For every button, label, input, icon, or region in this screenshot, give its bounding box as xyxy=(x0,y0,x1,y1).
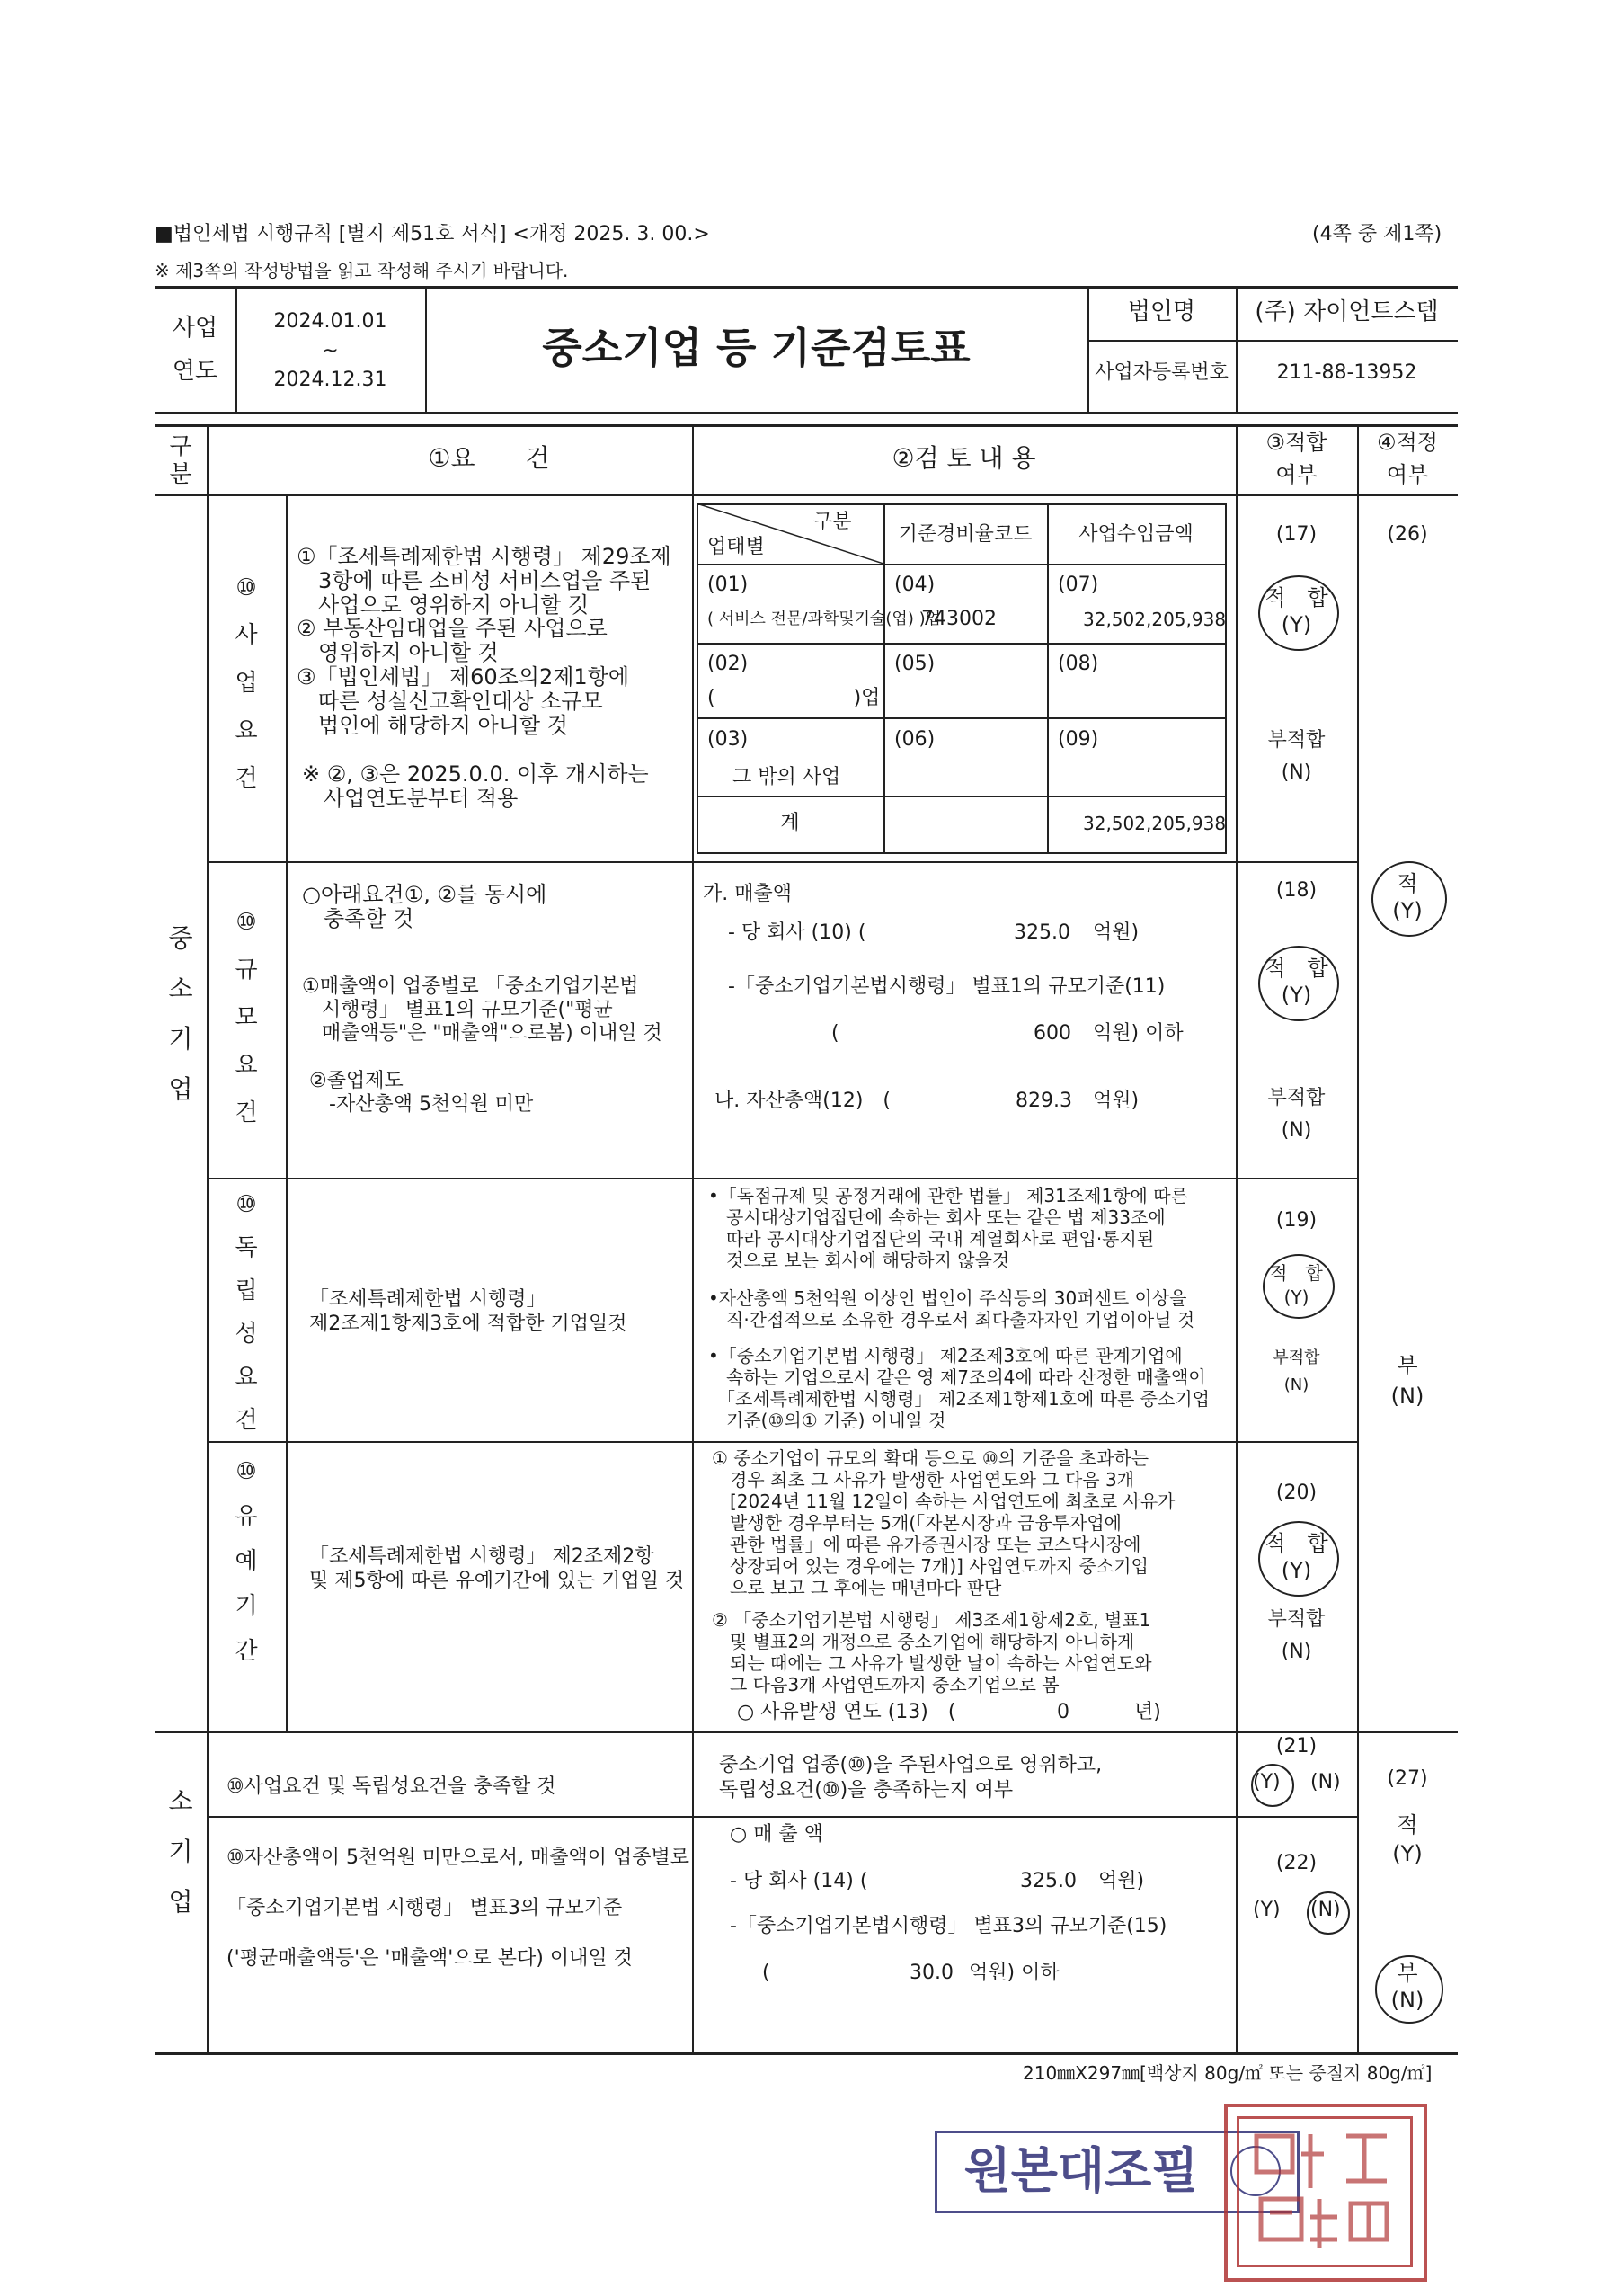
table-r1-code-ref: (04) xyxy=(894,574,936,596)
row102-req-2: ①매출액이 업종별로 「중소기업기본법 시행령」 별표1의 규모기준("평균 매출액등"은 "매출액"으로봄) 이내일 것 xyxy=(302,975,662,1045)
row104-label: ⑩ 유 예 기 간 xyxy=(235,1458,258,1665)
row106-rev-a1: - 당 회사 (14) ( xyxy=(730,1870,868,1892)
col-category: 구 분 xyxy=(169,433,192,488)
business-table xyxy=(697,503,1227,854)
small-qual-yes: 적 (Y) xyxy=(1392,1812,1423,1866)
table-r1-name: ( 서비스 전문/과학및기술(업) )업 xyxy=(707,610,941,628)
row104-rev-3-unit: 년) xyxy=(1134,1701,1161,1723)
row101-fit-no: (17) xyxy=(1275,523,1318,546)
row104-req: 「조세특례제한법 시행령」 제2조제2항 및 제5항에 따른 유예기간에 있는 기업일 것 xyxy=(309,1545,685,1592)
row101-req-note: ※ ②, ③은 2025.0.0. 이후 개시하는 사업연도분부터 적용 xyxy=(302,761,649,811)
col-review: ②검 토 내 용 xyxy=(892,443,1036,473)
small-qual-result: 부 (N) xyxy=(1390,1961,1424,2013)
row103-fit-no: (19) xyxy=(1275,1209,1318,1232)
section-small-label: 소 기 업 xyxy=(168,1786,193,1917)
row101-req-1: ①「조세특례제한법 시행령」 제29조제 3항에 따른 소비성 서비스업을 주된 사업으로 영위하지 아니할 것 xyxy=(297,544,671,618)
row102-rev-a1: - 당 회사 (10) ( xyxy=(728,921,866,944)
row106-fit-y: (Y) xyxy=(1253,1899,1281,1921)
row103-req: 「조세특례제한법 시행령」 제2조제1항제3호에 적합한 기업일것 xyxy=(309,1288,627,1335)
row102-rev-a2-unit: 억원) 이하 xyxy=(1093,1022,1184,1045)
rule xyxy=(155,286,1458,289)
instruction-note: ※ 제3쪽의 작성방법을 읽고 작성해 주시기 바랍니다. xyxy=(155,260,569,281)
row106-rev-a2-open: ( xyxy=(762,1962,770,1984)
row103-rev-3: •「중소기업기본법 시행령」 제2조제3호에 따른 관계기업에 속하는 기업으로서 같은 영 제7조의4에 따라 산정한 매출액이 「조세특례제한법 시행령」 제2조제1항제1호에 따른 중소기업 기준(⑩의① 기준) 이내일 것 xyxy=(708,1345,1210,1431)
row101-req-2: ② 부동산임대업을 주된 사업으로 영위하지 아니할 것 xyxy=(297,616,608,665)
row103-label: ⑩ 독 립 성 요 건 xyxy=(235,1191,258,1434)
row102-rev-a1-val: 325.0 xyxy=(1014,921,1070,944)
rule xyxy=(1087,340,1458,342)
table-r1-amt: 32,502,205,938 xyxy=(1083,609,1227,630)
row106-rev-a1-unit: 억원) xyxy=(1098,1870,1145,1892)
col-requirement: ①요 건 xyxy=(428,443,550,473)
row101-req-3: ③「법인세법」 제60조의2제1항에 따른 성실신고확인대상 소규모 법인에 해당하지 아니할 것 xyxy=(297,664,630,738)
row104-rev-1: ① 중소기업이 규모의 확대 등으로 ⑩의 기준을 초과하는 경우 최초 그 사유가 발생한 사업연도와 그 다음 3개 [2024년 11월 12일이 속하는 사업연도에 최초로 사유가 발생한 경우부터는 5개(「자본시장과 금융투자업에 관한 법률」에 따른 유가증권시장 또는 코스닥시장에 상장되어 있는 경우에는 7개)] 사업연도까지 중소기업 으로 보고 그 후에는 매년마다 판단 xyxy=(712,1447,1176,1598)
table-r3-code-ref: (06) xyxy=(894,728,936,751)
row102-qual: 적 (Y) xyxy=(1392,871,1423,923)
row101-label: ⑩ 사 업 요 건 xyxy=(235,574,258,792)
page-number: (4쪽 중 제1쪽) xyxy=(1312,223,1442,245)
row106-rev-a1-val: 325.0 xyxy=(1020,1870,1077,1892)
rule xyxy=(286,494,288,1731)
row104-rev-3: ○ 사유발생 연도 (13) ( xyxy=(737,1701,956,1723)
year-label: 사업 xyxy=(172,315,218,342)
row103-qual: 부 (N) xyxy=(1390,1353,1424,1409)
row105-fit-no: (21) xyxy=(1275,1735,1318,1758)
row102-rev-a2-val: 600 xyxy=(1034,1022,1071,1045)
row102-rev-a2: -「중소기업기본법시행령」 별표1의 규모기준(11) xyxy=(728,975,1166,998)
row102-rev-a2-open: ( xyxy=(831,1022,839,1045)
rule xyxy=(207,861,1357,863)
row105-fit-y: (Y) xyxy=(1253,1771,1281,1793)
row102-label: ⑩ 규 모 요 건 xyxy=(235,909,258,1126)
row102-rev-a: 가. 매출액 xyxy=(703,883,792,905)
row102-rev-a1-unit: 억원) xyxy=(1093,921,1140,944)
table-r2-no: (02) xyxy=(707,653,749,675)
seal-pattern xyxy=(1238,2118,1409,2264)
rule xyxy=(207,1441,1357,1443)
corp-name: (주) 자이언트스텝 xyxy=(1255,298,1439,325)
row102-rev-b-val: 829.3 xyxy=(1016,1090,1072,1112)
table-r2-code-ref: (05) xyxy=(894,653,936,675)
row105-rev: 중소기업 업종(⑩)을 주된사업으로 영위하고, 독립성요건(⑩)을 충족하는지 여부 xyxy=(719,1754,1103,1802)
row102-rev-b-unit: 억원) xyxy=(1093,1090,1140,1112)
year-label: 연도 xyxy=(172,358,218,385)
corp-name-label: 법인명 xyxy=(1127,298,1196,325)
row104-rev-3-val: 0 xyxy=(1057,1701,1069,1723)
period-start: 2024.01.01 xyxy=(273,310,387,333)
table-diag-top: 구분 xyxy=(813,511,852,533)
row102-fit-no: (18) xyxy=(1275,879,1318,902)
col-qualified: ④적정 여부 xyxy=(1377,430,1438,487)
small-qual-no: (27) xyxy=(1387,1767,1428,1790)
row103-rev-1: •「독점규제 및 공정거래에 관한 법률」 제31조제1항에 따른 공시대상기업집단에 속하는 회사 또는 같은 법 제33조에 따라 공시대상기업집단의 국내 계열회사로 편입·통지된 것으로 보는 회사에 해당하지 않을것 xyxy=(708,1185,1188,1271)
section-sme-label: 중 소 기 업 xyxy=(168,923,193,1104)
row104-fit-no-label: 부적합 (N) xyxy=(1267,1608,1326,1663)
table-r3-amt-ref: (09) xyxy=(1058,728,1099,751)
row104-fit-yes: 적 합 (Y) xyxy=(1265,1531,1328,1583)
row101-qual-no: (26) xyxy=(1387,523,1428,546)
table-diag-bottom: 업태별 xyxy=(707,536,765,558)
row106-req: ⑩자산총액이 5천억원 미만으로서, 매출액이 업종별로 「중소기업기본법 시행령」 별표3의 규모기준 ('평균매출액등'은 '매출액'으로 본다) 이내일 것 xyxy=(226,1847,689,1970)
corporate-seal xyxy=(1224,2104,1427,2282)
stamp-text: 원본대조필 xyxy=(963,2142,1199,2199)
page-title: 중소기업 등 기준검토표 xyxy=(542,324,971,372)
paper-spec: 210㎜X297㎜[백상지 80g/㎡ 또는 중질지 80g/㎡] xyxy=(1023,2062,1433,2084)
table-r2-name: ( )업 xyxy=(707,687,881,709)
table-r3-name: 그 밖의 사업 xyxy=(732,766,841,788)
rule xyxy=(1357,424,1359,2052)
row104-fit-no: (20) xyxy=(1275,1482,1318,1504)
rule xyxy=(207,424,209,2052)
row102-rev-b: 나. 자산총액(12) ( xyxy=(714,1090,891,1112)
row102-req-1: ○아래요건①, ②를 동시에 충족할 것 xyxy=(302,882,547,931)
row106-rev-a: ○ 매 출 액 xyxy=(730,1823,823,1846)
row106-fit-n: (N) xyxy=(1310,1899,1341,1921)
table-r3-no: (03) xyxy=(707,728,749,751)
biz-reg-no: 211-88-13952 xyxy=(1276,361,1417,384)
rule xyxy=(207,1816,1357,1818)
row106-rev-a2: -「중소기업기본법시행령」 별표3의 규모기준(15) xyxy=(730,1915,1167,1937)
row104-rev-2: ② 「중소기업기본법 시행령」 제3조제1항제2호, 별표1 및 별표2의 개정으로 중소기업에 해당하지 아니하게 되는 때에는 그 사유가 발생한 날이 속하는 사업연도와 그 다음3개 사업연도까지 중소기업으로 봄 xyxy=(712,1609,1152,1695)
rule xyxy=(155,2052,1458,2055)
table-r1-amt-ref: (07) xyxy=(1058,574,1099,596)
row101-fit-yes: 적 합 (Y) xyxy=(1265,585,1328,637)
row106-rev-a2-unit: 억원) 이하 xyxy=(969,1962,1060,1984)
table-total-label: 계 xyxy=(780,812,800,834)
rule xyxy=(155,494,1458,496)
table-r1-code: 743002 xyxy=(921,608,997,630)
row102-fit-yes: 적 합 (Y) xyxy=(1265,956,1328,1008)
row105-fit-n: (N) xyxy=(1310,1771,1341,1793)
row106-rev-a2-val: 30.0 xyxy=(910,1962,954,1984)
table-col-amount: 사업수입금액 xyxy=(1078,523,1194,546)
period-tilde: ~ xyxy=(322,340,339,362)
rule xyxy=(207,1178,1357,1179)
table-r1-no: (01) xyxy=(707,574,749,596)
rule xyxy=(692,424,694,2052)
row103-fit-yes: 적 합 (Y) xyxy=(1270,1262,1323,1308)
col-fit: ③적합 여부 xyxy=(1265,430,1327,487)
table-col-code: 기준경비율코드 xyxy=(898,523,1033,546)
biz-reg-label: 사업자등록번호 xyxy=(1095,361,1229,384)
row103-fit-no-label: 부적합 (N) xyxy=(1273,1348,1320,1394)
row101-fit-no-label: 부적합 (N) xyxy=(1267,729,1326,784)
table-r2-amt-ref: (08) xyxy=(1058,653,1099,675)
period-end: 2024.12.31 xyxy=(273,369,387,391)
row102-fit-no-label: 부적합 (N) xyxy=(1267,1087,1326,1142)
row105-req: ⑩사업요건 및 독립성요건을 충족할 것 xyxy=(226,1775,556,1798)
row102-req-3: ②졸업제도 -자산총액 5천억원 미만 xyxy=(309,1070,534,1116)
form-reference: ■법인세법 시행규칙 [별지 제51호 서식] <개정 2025. 3. 00.> xyxy=(155,223,710,245)
rule xyxy=(155,1731,1458,1733)
row103-rev-2: •자산총액 5천억원 이상인 법인이 주식등의 30퍼센트 이상을 직·간접적으로 소유한 경우로서 최다출자자인 기업이아닐 것 xyxy=(708,1287,1195,1330)
rule xyxy=(155,412,1458,414)
row106-fit-no: (22) xyxy=(1275,1852,1318,1874)
rule xyxy=(1236,424,1238,2052)
table-total-amt: 32,502,205,938 xyxy=(1083,813,1227,834)
